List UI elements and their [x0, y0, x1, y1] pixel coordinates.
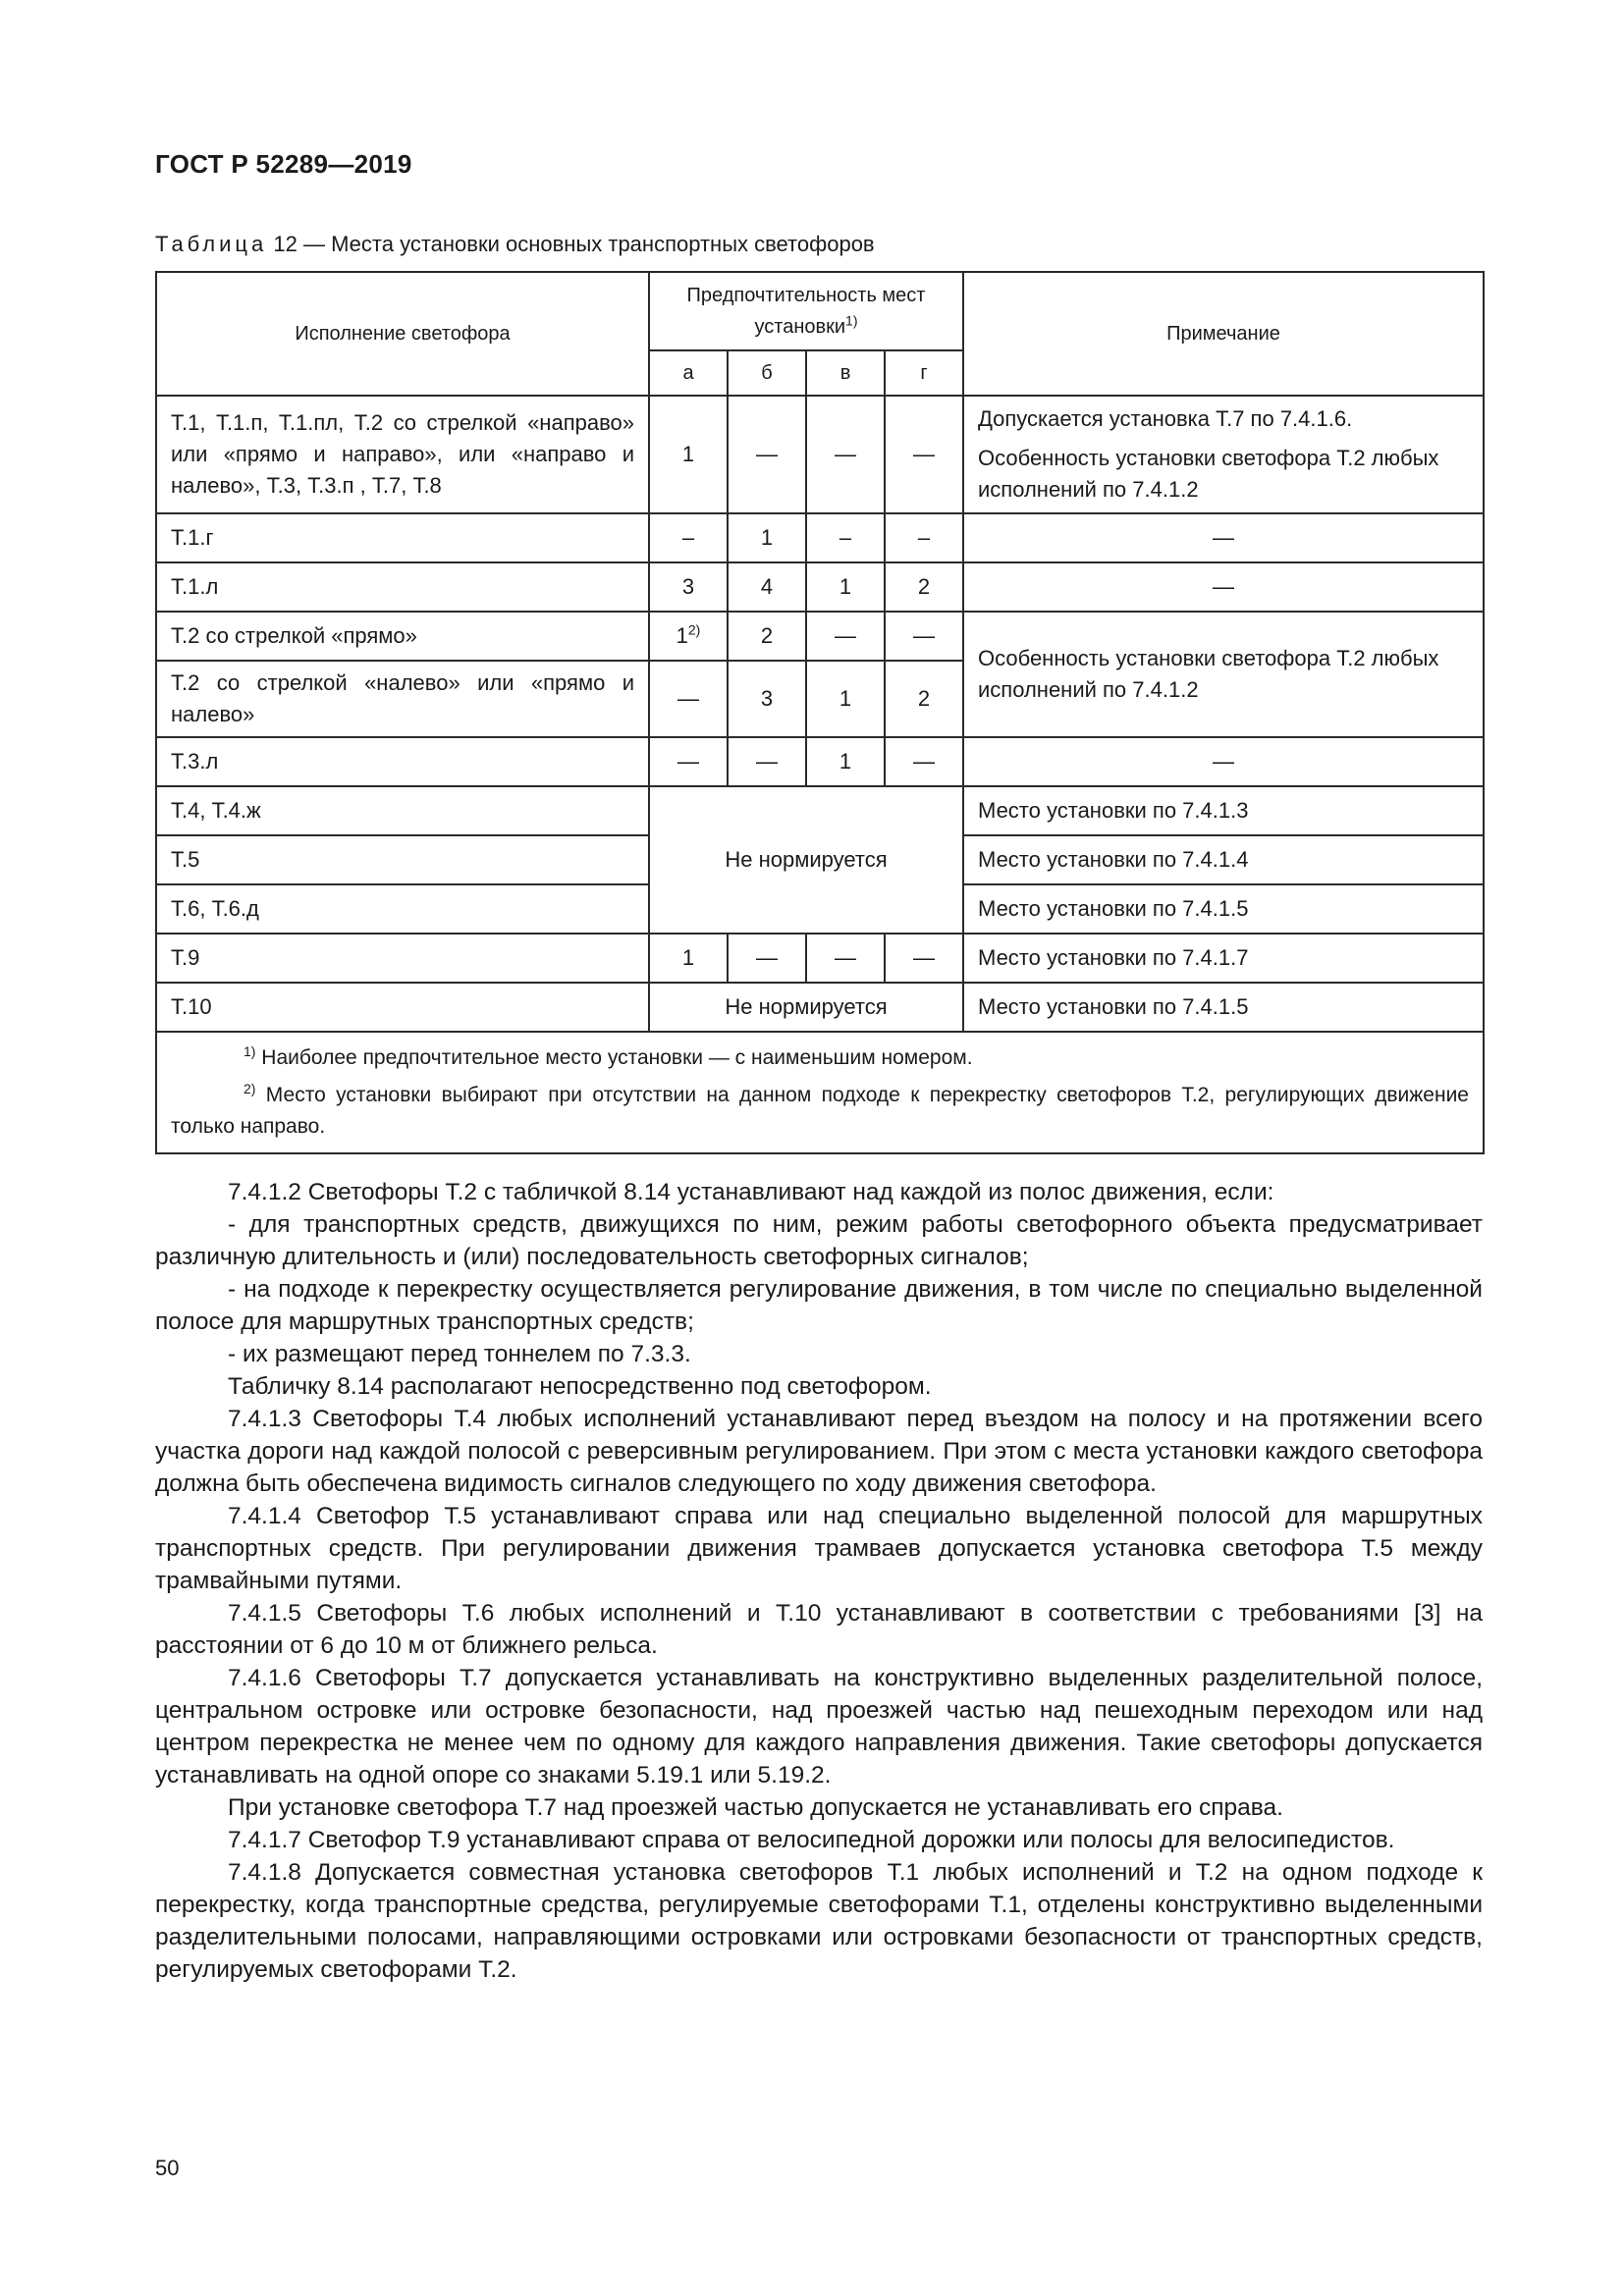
row-name: Т.9	[156, 934, 649, 983]
cell-v: 1	[806, 737, 885, 786]
table-row	[156, 562, 1484, 612]
footnote-text: Место установки выбирают при отсутствии на данном подходе к перекрестку светофоров Т.2, регулирующих движение только направо.	[171, 1084, 1469, 1138]
paragraph: 7.4.1.3 Светофоры Т.4 любых исполнений устанавливают перед въездом на полосу и на протяжении всего участка дороги над каждой полосой с реверсивным регулированием. При этом с места установки каждого светофора должна быть обеспечена видимость сигналов следующего по ходу движения светофора.	[155, 1406, 1483, 1497]
paragraph: 7.4.1.4 Светофор Т.5 устанавливают справа или над специально выделенной полосой для маршрутных транспортных средств. При регулировании движения трамваев допускается установка светофора Т.5 между трамвайными путями.	[155, 1503, 1483, 1594]
cell-v: —	[806, 396, 885, 513]
paragraph: Табличку 8.14 располагают непосредственно под светофором.	[228, 1373, 932, 1400]
header-col-b: б	[728, 350, 806, 396]
row-note: —	[963, 513, 1484, 562]
table-row	[156, 513, 1484, 562]
note-line: Допускается установка Т.7 по 7.4.1.6.	[978, 406, 1353, 431]
row-note: —	[963, 737, 1484, 786]
cell-a: –	[649, 513, 728, 562]
row-note: Место установки по 7.4.1.4	[963, 835, 1484, 884]
table-caption-title: 12 — Места установки основных транспортных светофоров	[273, 232, 875, 256]
table-row	[156, 737, 1484, 786]
traffic-light-table	[155, 271, 1485, 1154]
cell-g: —	[885, 737, 963, 786]
cell-v: —	[806, 934, 885, 983]
paragraph: 7.4.1.8 Допускается совместная установка светофоров Т.1 любых исполнений и Т.2 на одном подходе к перекрестку, когда транспортные средства, регулируемые светофорами Т.1, отделены конструктивно выделенными разделительными полосами, направляющими островками или островками безопасности от транспортных средств, регулируемых светофорами Т.2.	[155, 1859, 1483, 1983]
footnote-mark: 2)	[244, 1081, 256, 1096]
header-preference-text: Предпочтительность мест установки	[686, 285, 926, 338]
row-note: Место установки по 7.4.1.3	[963, 786, 1484, 835]
footnote-1	[171, 1042, 1469, 1074]
table-row	[156, 786, 1484, 835]
cell-b: —	[728, 934, 806, 983]
paragraph: При установке светофора Т.7 над проезжей частью допускается не устанавливать его справа.	[228, 1794, 1283, 1821]
cell-a	[649, 612, 728, 661]
header-note: Примечание	[963, 272, 1484, 396]
row-name: Т.1.г	[156, 513, 649, 562]
header-execution: Исполнение светофора	[156, 272, 649, 396]
table-row	[156, 396, 1484, 513]
cell-b: —	[728, 396, 806, 513]
cell-v: 1	[806, 562, 885, 612]
table-row	[156, 983, 1484, 1032]
cell-g: —	[885, 934, 963, 983]
footnote-mark: 1)	[244, 1043, 256, 1059]
cell-a: 1	[649, 934, 728, 983]
row-note	[963, 396, 1484, 513]
header-col-g: г	[885, 350, 963, 396]
table-caption	[155, 232, 875, 257]
cell-v: —	[806, 612, 885, 661]
footnotes-row	[156, 1032, 1484, 1153]
cell-a: —	[649, 737, 728, 786]
row-name: Т.3.л	[156, 737, 649, 786]
cell-a-value: 1	[676, 623, 688, 648]
table-caption-word: Таблица	[155, 232, 268, 256]
cell-v: 1	[806, 661, 885, 737]
footnote-text: Наиболее предпочтительное место установки — с наименьшим номером.	[261, 1046, 973, 1069]
header-col-v: в	[806, 350, 885, 396]
cell-g: —	[885, 612, 963, 661]
row-name: Т.4, Т.4.ж	[156, 786, 649, 835]
footnote-2	[171, 1080, 1469, 1143]
page-number: 50	[155, 2156, 180, 2180]
cell-g: —	[885, 396, 963, 513]
not-regulated: Не нормируется	[649, 983, 963, 1032]
cell-b: 4	[728, 562, 806, 612]
row-note: —	[963, 562, 1484, 612]
row-name: Т.6, Т.6.д	[156, 884, 649, 934]
row-note-merged: Особенность установки светофора Т.2 любых исполнений по 7.4.1.2	[963, 612, 1484, 737]
paragraph: 7.4.1.6 Светофоры Т.7 допускается устанавливать на конструктивно выделенных разделительной полосе, центральном островке или островке безопасности, над проезжей частью над пешеходным переходом или над центром перекрестка не менее чем по одному для каждого направления движения. Такие светофоры допускается устанавливать на одной опоре со знаками 5.19.1 или 5.19.2.	[155, 1665, 1483, 1789]
cell-a: 1	[649, 396, 728, 513]
cell-b: 3	[728, 661, 806, 737]
paragraph: 7.4.1.7 Светофор Т.9 устанавливают справа от велосипедной дорожки или полосы для велосипедистов.	[228, 1827, 1395, 1853]
paragraph: 7.4.1.2 Светофоры Т.2 с табличкой 8.14 устанавливают над каждой из полос движения, если:	[228, 1179, 1274, 1205]
cell-g: 2	[885, 562, 963, 612]
cell-v: –	[806, 513, 885, 562]
row-note: Место установки по 7.4.1.5	[963, 884, 1484, 934]
body-text	[155, 1176, 1483, 1986]
footnotes	[156, 1032, 1484, 1153]
not-regulated-merged: Не нормируется	[649, 786, 963, 934]
row-name: Т.10	[156, 983, 649, 1032]
row-note: Место установки по 7.4.1.5	[963, 983, 1484, 1032]
table-row	[156, 612, 1484, 661]
paragraph: - их размещают перед тоннелем по 7.3.3.	[228, 1341, 691, 1367]
footnote-ref-2: 2)	[687, 621, 701, 638]
paragraph: - для транспортных средств, движущихся по ним, режим работы светофорного объекта предусматривает различную длительность и (или) последовательность светофорных сигналов;	[155, 1211, 1483, 1270]
paragraph: - на подходе к перекрестку осуществляется регулирование движения, в том числе по специально выделенной полосе для маршрутных транспортных средств;	[155, 1276, 1483, 1335]
header-preference	[649, 272, 963, 350]
row-name: Т.2 со стрелкой «прямо»	[156, 612, 649, 661]
cell-g: 2	[885, 661, 963, 737]
cell-a: —	[649, 661, 728, 737]
row-name: Т.1.л	[156, 562, 649, 612]
table-row	[156, 934, 1484, 983]
row-name: Т.1, Т.1.п, Т.1.пл, Т.2 со стрелкой «направо» или «прямо и направо», или «направо и налево», Т.3, Т.3.п , Т.7, Т.8	[156, 396, 649, 513]
row-note: Место установки по 7.4.1.7	[963, 934, 1484, 983]
header-col-a: а	[649, 350, 728, 396]
cell-b: 2	[728, 612, 806, 661]
row-name: Т.5	[156, 835, 649, 884]
note-line: Особенность установки светофора Т.2 любых исполнений по 7.4.1.2	[978, 446, 1439, 502]
cell-a: 3	[649, 562, 728, 612]
document-header: ГОСТ Р 52289—2019	[155, 149, 412, 179]
cell-g: –	[885, 513, 963, 562]
cell-b: —	[728, 737, 806, 786]
footnote-ref-1: 1)	[845, 312, 858, 329]
cell-b: 1	[728, 513, 806, 562]
row-name: Т.2 со стрелкой «налево» или «прямо и налево»	[156, 661, 649, 737]
paragraph: 7.4.1.5 Светофоры Т.6 любых исполнений и Т.10 устанавливают в соответствии с требованиями [3] на расстоянии от 6 до 10 м от ближнего рельса.	[155, 1600, 1483, 1659]
